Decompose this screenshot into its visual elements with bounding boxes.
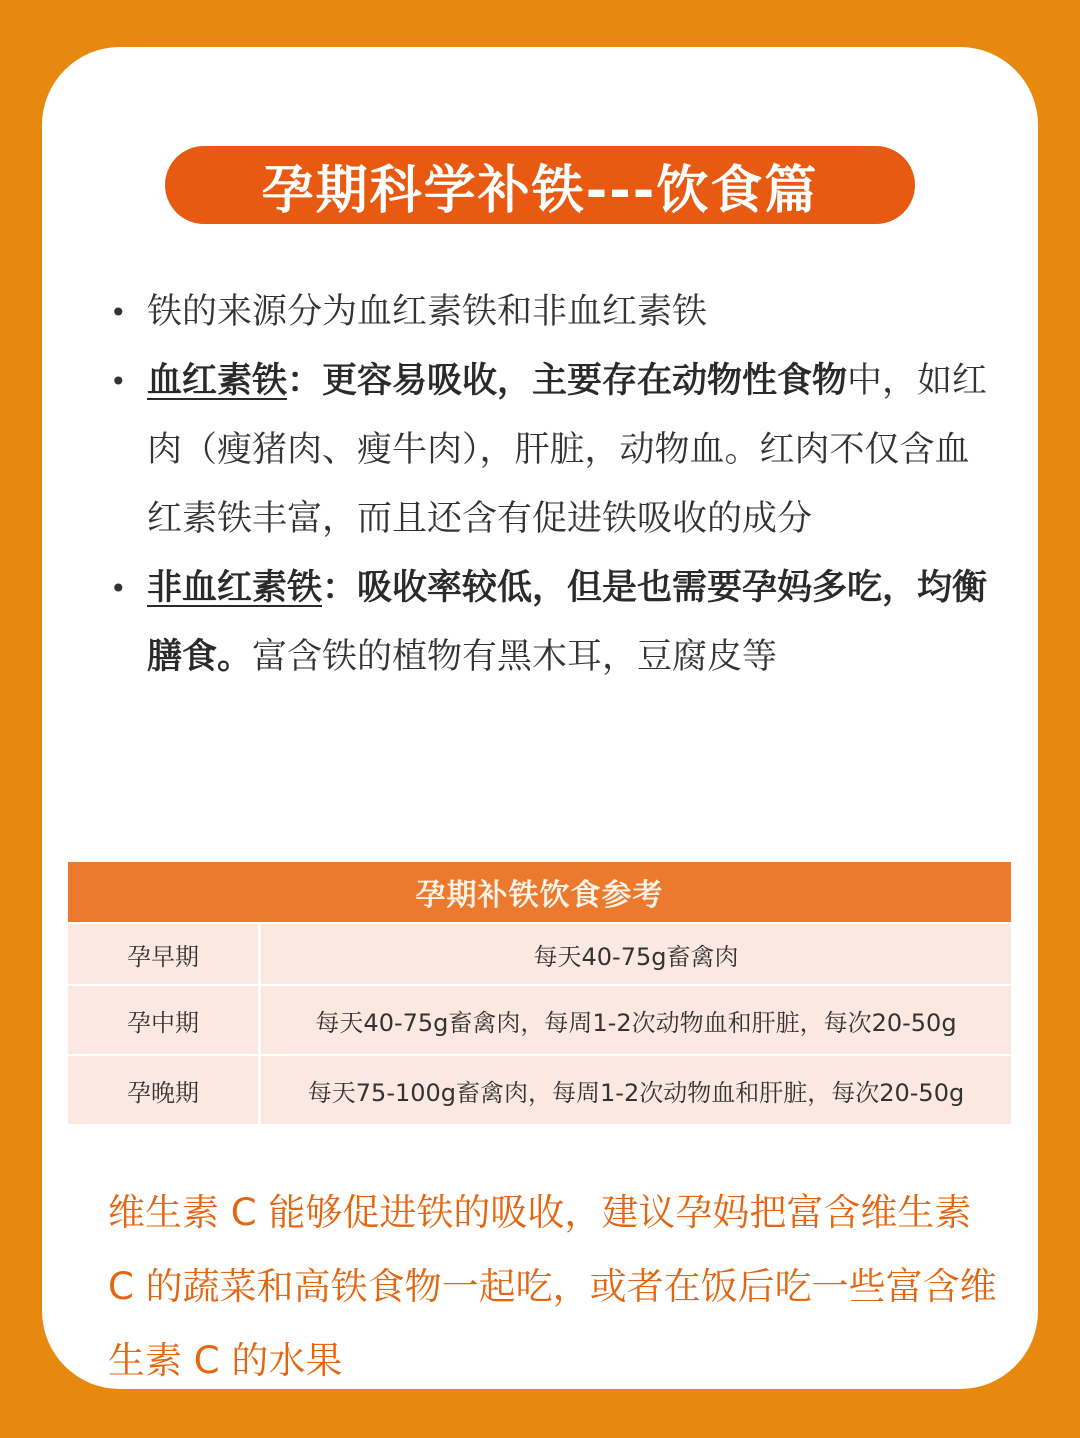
stage-cell: 孕中期: [68, 986, 261, 1054]
advice-cell: 每天40-75g畜禽肉: [533, 942, 739, 971]
stage-cell: 孕晚期: [68, 1056, 261, 1124]
bullet-dot-icon: •: [110, 365, 127, 398]
table-row: [68, 922, 1011, 984]
bullet-item-heme-iron: [110, 347, 990, 554]
page-title: 孕期科学补铁---饮食篇: [165, 146, 915, 224]
advice-cell: 每天75-100g畜禽肉，每周1-2次动物血和肝脏，每次20-50g: [307, 1078, 965, 1107]
bullet-item-iron-sources: [110, 278, 990, 347]
bullet-list: [110, 278, 990, 692]
bullet-dot-icon: •: [110, 296, 127, 329]
stage-cell: 孕早期: [68, 924, 261, 984]
advice-cell: 每天40-75g畜禽肉，每周1-2次动物血和肝脏，每次20-50g: [315, 1008, 957, 1037]
nonheme-iron-term: 非血红素铁: [147, 568, 323, 608]
vitamin-c-note: 维生素 C 能够促进铁的吸收，建议孕妈把富含维生素 C 的蔬菜和高铁食物一起吃，或者在饭后吃一些富含维生素 C 的水果: [108, 1191, 997, 1382]
table-header: 孕期补铁饮食参考: [68, 862, 1011, 922]
heme-iron-term: 血红素铁: [147, 361, 288, 401]
nonheme-iron-detail: 富含铁的植物有黑木耳，豆腐皮等: [252, 637, 778, 677]
bullet-dot-icon: •: [110, 572, 127, 605]
table-row: [68, 1054, 1011, 1124]
bullet-text: 铁的来源分为血红素铁和非血红素铁: [147, 292, 708, 332]
table-row: [68, 984, 1011, 1054]
heme-iron-summary: ：更容易吸收，主要存在动物性食物: [287, 361, 848, 401]
bullet-item-nonheme-iron: [110, 554, 990, 692]
heme-iron-detail: 中，如红肉（瘦猪肉、瘦牛肉），肝脏，动物血。红肉不仅含血红素铁丰富，而且还含有促进铁吸收的成分: [147, 361, 988, 539]
nonheme-iron-summary: ：吸收率较低，但是也需要孕妈多吃，均衡膳食。: [147, 568, 988, 677]
diet-reference-table: [68, 862, 1011, 1124]
